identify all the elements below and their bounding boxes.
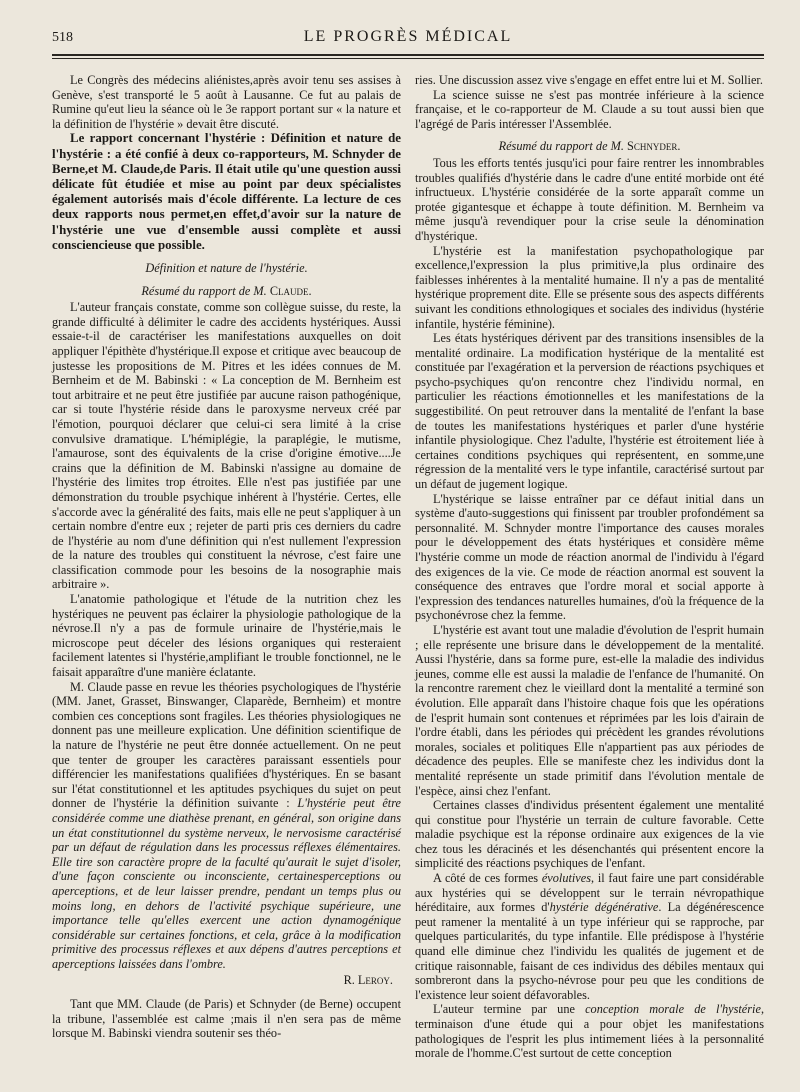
header-rule-thin: [52, 58, 764, 59]
paragraph: L'hystérie est avant tout une maladie d'évolution de l'esprit humain ; elle représente une brisure dans le développement de la mentalité. Aussi l'hystérie, dans sa forme pure, est-elle la maladie des individus jeunes, comme elle est aussi la maladie de l'enfance de l'humanité. On la rencontre rarement chez le vieillard dont la mentalité a terminé son évolution. Elle apparaît dans l'histoire chaque fois que les opérations de l'esprit humain sont contenues et réprimées par les lois d'airain de l'ordre établi, dans les périodes qui précèdent les grandes révolutions morales, sociales et politiques Elle n'appartient pas aux périodes de décadence des peuples. Elle se manifeste chez les individus dont la mentalité représente un stade primitif dans l'évolution mentale de l'espèce, ainsi chez l'enfant.: [415, 622, 764, 798]
resume-prefix: Résumé du rapport de M.: [498, 139, 624, 154]
paragraph: Tous les efforts tentés jusqu'ici pour faire rentrer les innombrables troubles qualifiés d'hystérie dans le cadre d'une entité morbide ont été infructueux. L'hystérie considérée de la sorte apparaît comme un protée gigantesque et échappe à toute définition. M. Bernheim va même jusqu'à revendiquer pour la crise seule la dénomination d'hystérique.: [415, 155, 764, 243]
section-title: Définition et nature de l'hystérie.: [145, 261, 308, 275]
italic-term: évolutives: [541, 871, 592, 886]
italic-term: hystérie dégénérative: [549, 900, 659, 915]
paragraph: Les états hystériques dérivent par des transitions insensibles de la mentalité ordinaire. La modification hystérique de la mentalité est constituée par l'exagération et la perversion de réactions psychiques et psycho-psychiques qu'on rencontre chez l'individu normal, en particulier les réactions émotionnelles et les manifestations de la suggestibilité. On peut retrouver dans la mentalité de l'enfant la base de toutes les manifestations hystériques et parler d'une hystérie infantile physiologique. Chez l'adulte, l'hystérie est étroitement liée à certaines conditions psychiques qui représentent, en somme,une régression de la mentalité vers le type infantile, caractérisé surtout par un défaut de jugement logique.: [415, 331, 764, 492]
paragraph-text: L'auteur termine par une: [433, 1002, 575, 1017]
paragraph-text: . La dégénérescence peut ramener la mentalité à un type inférieur qui se rapproche, par quelques particularités, du type infantile. Elle prédispose à l'hystérie quand elle diminue chez l'individu les qualités de jugement et de critique raisonnable, faisant de ces individus des débiles mentaux qui sombreront dans la psycho-névrose pour peu que les conditions de l'existence leur soient défavorables.: [415, 900, 764, 1002]
left-column: [52, 73, 401, 1061]
paragraph-text: A côté de ces formes: [433, 871, 539, 886]
page-header: [52, 26, 764, 48]
section-gap: [52, 987, 401, 997]
lead-paragraph: Le rapport concernant l'hystérie : Définition et nature de l'hystérie : a été confié à deux co-rapporteurs, M. Schnyder de Berne,et M. Claude,de Paris. Il était utile qu'une question aussi délicate fût étudiée et mise au point par deux spécialistes également autorisés mais d'école différente. La lecture de ces deux rapports nous permet,en effet,d'avoir sur la nature de l'hystérie une vue d'ensemble aussi complète et aussi consciencieuse que possible.: [52, 131, 401, 252]
running-title: LE PROGRÈS MÉDICAL: [303, 28, 513, 45]
right-column: [415, 73, 764, 1061]
paragraph: L'anatomie pathologique et l'étude de la nutrition chez les hystériques ne peuvent pas éclairer la physiologie pathologique de la névrose.Il n'y a pas de formule urinaire de l'hystérie,mais le microscope peut déceler des lésions organiques qui resteraient facilement latentes si l'hystérie,amplifiant le trouble fonctionnel, ne le faisait apparaître d'une manière éclatante.: [52, 592, 401, 680]
paragraph-text: , terminaison d'une étude qui a pour objet les manifestations pathologiques de l'esprit les plus intimement liées à la personnalité morale de l'homme.C'est surtout de cette conception: [415, 1002, 765, 1061]
paragraph: Tant que MM. Claude (de Paris) et Schnyder (de Berne) occupent la tribune, l'assemblée est calme ;mais il n'en sera pas de même lorsque M. Babinski viendra soutenir ses théo-: [52, 997, 401, 1041]
paragraph: [52, 680, 401, 972]
paragraph: [415, 1002, 764, 1060]
resume-heading: [415, 139, 764, 154]
resume-heading: [52, 284, 401, 299]
paragraph: ries. Une discussion assez vive s'engage en effet entre lui et M. Sollier.: [415, 73, 763, 87]
paragraph-text: M. Claude passe en revue les théories psychologiques de l'hystérie (MM. Janet, Grasset, Binswanger, Claparède, Bernheim) et montre combien ces conceptions sont fragiles. Les théories physiologiques ne donnent pas une meilleure explication. Une définition scientifique de la nature de l'hystérie ne peut être donnée actuellement. On ne peut que tenter de grouper les caractères paraissant essentiels pour différencier les manifestations qualifiées d'hystériques. En se basant sur l'état constitutionnel et les aptitudes psychiques du sujet on peut donner de l'hystérie la définition suivante :: [52, 679, 401, 811]
paragraph: [415, 871, 764, 1002]
paragraph: L'auteur français constate, comme son collègue suisse, du reste, la grande difficulté à délimiter le cadre des accidents hystériques. Aussi essaie-t-il de caractériser les manifestations auxquelles on doit appliquer l'épithète d'hystérique.Il expose et critique avec beaucoup de justesse les propositions de M. Pitres et les idées connues de M. Bernheim et de M. Babinski : « La conception de M. Bernheim est tout arbitraire et ne peut être justifiée par aucune raison pathogénique, car si toute l'hystérie réside dans le paroxysme nerveux créé par l'émotion, pourquoi déclarer que celui-ci sera limité à la crise convulsive dramatique. L'hémiplégie, la paraplégie, le mutisme, l'amaurose, sont des équivalents de la crise d'origine émotive....Je crains que la définition de M. Babinski n'assigne au domaine de l'hystérie des limites trop étroites. Elle n'est pas justifiée par une démonstration du trouble psychique inhérent à l'hystérie. Certes, elle s'accorde avec la généralité des faits, mais elle ne peut s'appliquer à un certain nombre d'entre eux ; rejeter de parti pris ces derniers du cadre de l'hystérie au nom d'une définition qui n'est nullement l'expression de la nature des troubles qui constituent la névrose, c'est faire une classification commode pour les besoins de la nosographie mais arbitraire ».: [52, 300, 401, 592]
page-number: 518: [52, 30, 73, 45]
paragraph: Certaines classes d'individus présentent également une mentalité qui constitue pour l'hystérie un terrain de culture favorable. Cette maladie psychique est la réponse ordinaire aux exigences de la vie chez tous les déracinés et les désenchantés qui présentent encore la simplicité des réactions psychiques de l'enfant.: [415, 798, 764, 871]
resume-prefix: Résumé du rapport de M.: [141, 283, 267, 298]
paragraph-text: , il faut faire une part considérable aux hystéries qui se développent sur le terrain névropathique héréditaire, aux formes d': [415, 871, 764, 915]
text-columns: [52, 73, 764, 1061]
resume-author: Claude.: [269, 283, 312, 298]
definition-italic: L'hystérie peut être considérée comme une diathèse prenant, en général, son origine dans un état constitutionnel du système nerveux, le nervosisme caractérisé par un défaut de régulation dans les processus réflexes élémentaires. Elle tire son caractère propre de la faculté qu'aurait le sujet d'isoler, d'une façon consciente ou inconsciente, certainesperceptions ou aperceptions, et de leur laisser prendre, pendant un temps plus ou moins long, en dehors de l'activité psychique supérieure, une importance telle qu'elles exercent une action dynamogénique considérable sur certaines fonctions, et cela, grâce à la modification primitive des processus réflexes et aux dépens d'autres perceptions et aperceptions laissées dans l'ombre.: [52, 796, 401, 971]
paragraph: La science suisse ne s'est pas montrée inférieure à la science française, et le co-rapporteur de M. Claude a su tout aussi bien que l'agrégé de Paris intéresser l'Assemblée.: [415, 87, 764, 131]
italic-term: conception morale de l'hystérie: [585, 1002, 761, 1017]
header-rule: [52, 54, 764, 56]
signature: R. Leroy.: [343, 972, 393, 987]
paragraph: L'hystérie est la manifestation psychopathologique par excellence,l'expression la plus primitive,la plus ordinaire des faiblesses inhérentes à la mentalité humaine. Il n'y a pas de mentalité hystérique proprement dite. Elle se présente sous des aspects différents suivant les conditions ethnologiques et sociales des individus (hystérie infantile, hystérie féminine).: [415, 243, 764, 331]
paragraph: L'hystérique se laisse entraîner par ce défaut initial dans un système d'auto-suggestions qui finissent par troubler profondément sa personnalité. M. Schnyder montre l'importance des causes morales pour le développement des états hystériques et considère même l'hystérie comme un mode de réaction anormal de l'individu à l'égard des exigences de la vie. Ce mode de réaction anormal est souvent la conséquence des entraves que l'ordre moral et social apporte à l'expression des tendances naturelles humaines, d'où la fréquence de la psychonévrose chez la femme.: [415, 491, 764, 623]
resume-author: Schnyder.: [627, 139, 681, 154]
paragraph: Le Congrès des médecins aliénistes,après avoir tenu ses assises à Genève, s'est transporté le 5 août à Lausanne. Ce fut au palais de Rumine qu'eut lieu la séance où le 3e rapport portant sur « la nature et la définition de l'hystérie » devait être discuté.: [52, 73, 401, 131]
